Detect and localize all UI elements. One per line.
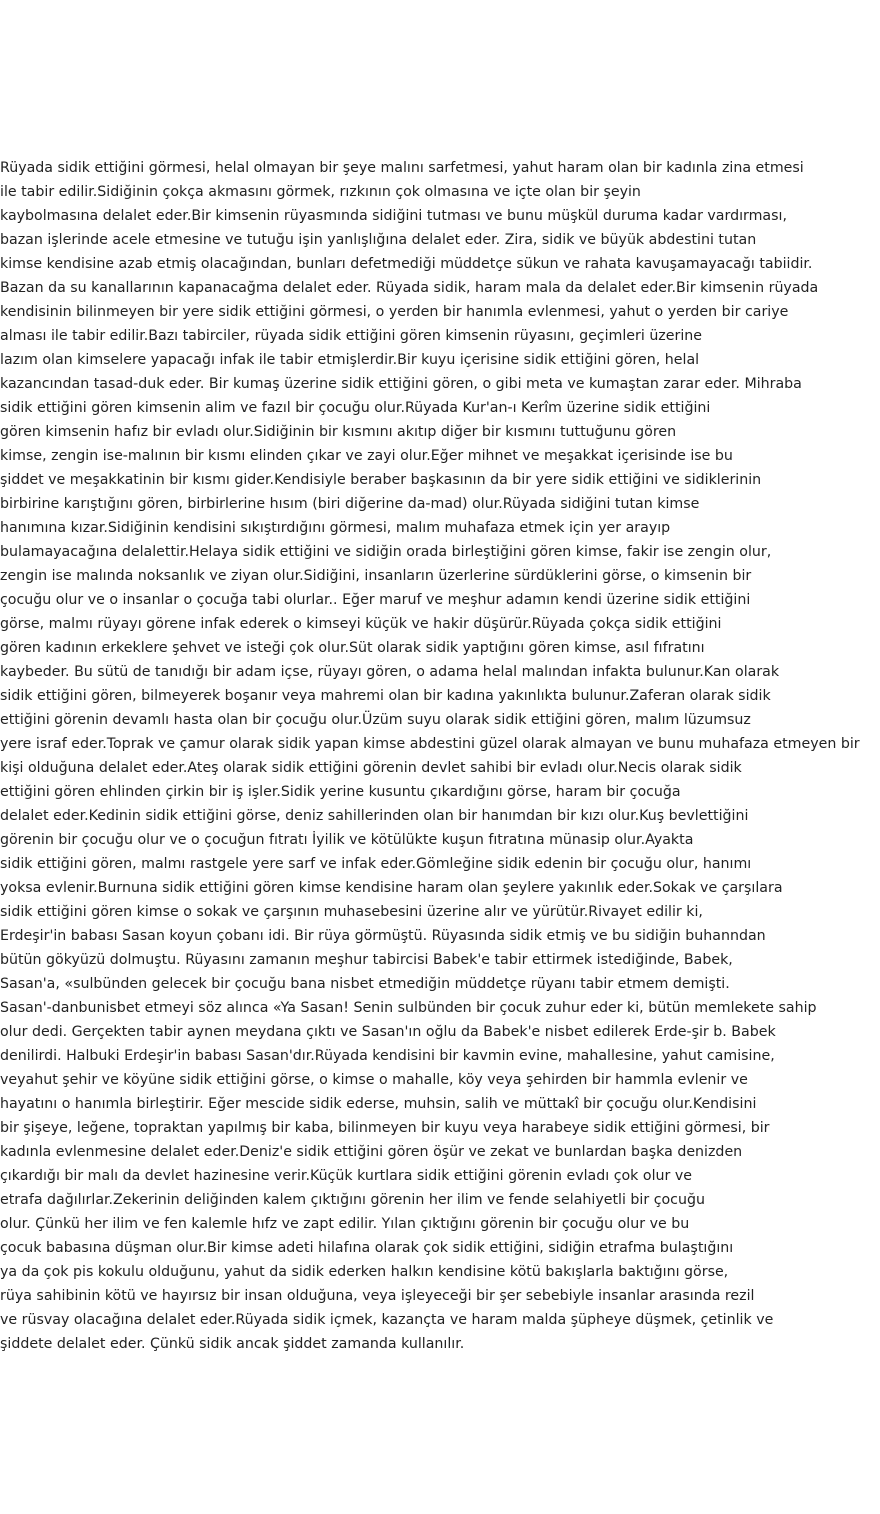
article-text-line: yoksa evlenir.Burnuna sidik ettiğini gören kimse kendisine haram olan şeylere yakınlık eder.Sokak ve çarşılara (0, 880, 783, 896)
article-text-line: gören kadının erkeklere şehvet ve isteği çok olur.Süt olarak sidik yaptığını gören kimse, asıl fıfratını (0, 640, 705, 656)
article-text-line: Sasan'-danbunisbet etmeyi söz alınca «Ya Sasan! Senin sulbünden bir çocuk zuhur eder ki, bütün memlekete sahip (0, 1000, 817, 1016)
article-text-line: kimse, zengin ise-malının bir kısmı elinden çıkar ve zayi olur.Eğer mihnet ve meşakkat içerisinde ise bu (0, 448, 733, 464)
article-text-line: kaybeder. Bu sütü de tanıdığı bir adam içse, rüyayı gören, o adama helal malından infakta bulunur.Kan olarak (0, 664, 780, 680)
article-text-line: şiddet ve meşakkatinin bir kısmı gider.Kendisiyle beraber başkasının da bir yere sidik ettiğini ve sidiklerinin (0, 472, 762, 488)
article-text-line: bulamayacağına delalettir.Helaya sidik ettiğini ve sidiğin orada birleştiğini gören kimse, fakir ise zengin olur, (0, 544, 772, 560)
article-text-line: sidik ettiğini gören, bilmeyerek boşanır veya mahremi olan bir kadına yakınlıkta bulunur.Zaferan olarak sidik (0, 688, 771, 704)
article-text-line: Rüyada sidik ettiğini görmesi, helal olmayan bir şeye malını sarfetmesi, yahut haram olan bir kadınla zina etmesi (0, 160, 804, 176)
article-text-line: şiddete delalet eder. Çünkü sidik ancak şiddet zamanda kullanılır. (0, 1336, 465, 1352)
article-text-line: kişi olduğuna delalet eder.Ateş olarak sidik ettiğini görenin devlet sahibi bir evladı olur.Necis olarak sidik (0, 760, 742, 776)
article-text-line: sidik ettiğini gören, malmı rastgele yere sarf ve infak eder.Gömleğine sidik edenin bir çocuğu olur, hanımı (0, 856, 752, 872)
article-text-line: kazancından tasad-duk eder. Bir kumaş üzerine sidik ettiğini gören, o gibi meta ve kumaştan zarar eder. Mihraba (0, 376, 802, 392)
article-text-line: kimse kendisine azab etmiş olacağından, bunları defetmediği müddetçe sükun ve rahata kavuşamayacağı tabiidir. (0, 256, 813, 272)
article-text-line: bir şişeye, leğene, topraktan yapılmış bir kaba, bilinmeyen bir kuyu veya harabeye sidik ettiğini görmesi, bir (0, 1120, 770, 1136)
article-text-line: ettiğini görenin devamlı hasta olan bir çocuğu olur.Üzüm suyu olarak sidik ettiğini gören, malım lüzumsuz (0, 712, 751, 728)
article-text-line: olur. Çünkü her ilim ve fen kalemle hıfz ve zapt edilir. Yılan çıktığını görenin bir çocuğu olur ve bu (0, 1216, 690, 1232)
article-text-line: veyahut şehir ve köyüne sidik ettiğini görse, o kimse o mahalle, köy veya şehirden bir hammla evlenir ve (0, 1072, 748, 1088)
article-text-line: birbirine karıştığını gören, birbirlerine hısım (biri diğerine da-mad) olur.Rüyada sidiğini tutan kimse (0, 496, 700, 512)
article-text-line: alması ile tabir edilir.Bazı tabirciler, rüyada sidik ettiğini gören kimsenin rüyasını, geçimleri üzerine (0, 328, 702, 344)
article-body (0, 156, 880, 1356)
article-text-line: lazım olan kimselere yapacağı infak ile tabir etmişlerdir.Bir kuyu içerisine sidik ettiğini gören, helal (0, 352, 700, 368)
article-text-line: bazan işlerinde acele etmesine ve tutuğu işin yanlışlığına delalet eder. Zira, sidik ve büyük abdestini tutan (0, 232, 757, 248)
article-text-line: yere israf eder.Toprak ve çamur olarak sidik yapan kimse abdestini güzel olarak almayan ve bunu muhafaza etmeyen bir (0, 736, 860, 752)
article-text-line: kadınla evlenmesine delalet eder.Deniz'e sidik ettiğini gören öşür ve zekat ve bunlardan başka denizden (0, 1144, 743, 1160)
article-text-line: Erdeşir'in babası Sasan koyun çobanı idi. Bir rüya görmüştü. Rüyasında sidik etmiş ve bu sidiğin buhanndan (0, 928, 766, 944)
article-text-line: hanımına kızar.Sidiğinin kendisini sıkıştırdığını görmesi, malım muhafaza etmek için yer arayıp (0, 520, 671, 536)
article-text-line: ya da çok pis kokulu olduğunu, yahut da sidik ederken halkın kendisine kötü bakışlarla baktığını görse, (0, 1264, 729, 1280)
article-text-line: kaybolmasına delalet eder.Bir kimsenin rüyasmında sidiğini tutması ve bunu müşkül duruma kadar vardırması, (0, 208, 787, 224)
article-text-line: görse, malmı rüyayı görene infak ederek o kimseyi küçük ve hakir düşürür.Rüyada çokça sidik ettiğini (0, 616, 722, 632)
article-text-line: etrafa dağılırlar.Zekerinin deliğinden kalem çıktığını görenin her ilim ve fende selahiyetli bir çocuğu (0, 1192, 705, 1208)
article-text-line: delalet eder.Kedinin sidik ettiğini görse, deniz sahillerinden olan bir hanımdan bir kızı olur.Kuş bevlettiğini (0, 808, 749, 824)
article-text-line: Bazan da su kanallarının kapanacağma delalet eder. Rüyada sidik, haram mala da delalet eder.Bir kimsenin rüyada (0, 280, 819, 296)
article-text-line: kendisinin bilinmeyen bir yere sidik ettiğini görmesi, o yerden bir hanımla evlenmesi, yahut o yerden bir cariye (0, 304, 789, 320)
article-text-line: Sasan'a, «sulbünden gelecek bir çocuğu bana nisbet etmediğin müddetçe rüyanı tabir etmem demişti. (0, 976, 730, 992)
article-text-line: olur dedi. Gerçekten tabir aynen meydana çıktı ve Sasan'ın oğlu da Babek'e nisbet edilerek Erde-şir b. Babek (0, 1024, 776, 1040)
article-text-line: ile tabir edilir.Sidiğinin çokça akmasını görmek, rızkının çok olmasına ve içte olan bir şeyin (0, 184, 641, 200)
article-text-line: çocuğu olur ve o insanlar o çocuğa tabi olurlar.. Eğer maruf ve meşhur adamın kendi üzerine sidik ettiğini (0, 592, 751, 608)
article-text-line: çıkardığı bir malı da devlet hazinesine verir.Küçük kurtlara sidik ettiğini görenin evladı çok olur ve (0, 1168, 692, 1184)
article-text-line: çocuk babasına düşman olur.Bir kimse adeti hilafına olarak çok sidik ettiğini, sidiğin etrafma bulaştığını (0, 1240, 734, 1256)
article-text-line: gören kimsenin hafız bir evladı olur.Sidiğinin bir kısmını akıtıp diğer bir kısmını tuttuğunu gören (0, 424, 677, 440)
article-text-line: rüya sahibinin kötü ve hayırsız bir insan olduğuna, veya işleyeceği bir şer sebebiyle insanlar arasında rezil (0, 1288, 755, 1304)
article-text-line: ve rüsvay olacağına delalet eder.Rüyada sidik içmek, kazançta ve haram malda şüpheye düşmek, çetinlik ve (0, 1312, 774, 1328)
article-text-line: sidik ettiğini gören kimsenin alim ve fazıl bir çocuğu olur.Rüyada Kur'an-ı Kerîm üzerine sidik ettiğini (0, 400, 711, 416)
article-text-line: bütün gökyüzü dolmuştu. Rüyasını zamanın meşhur tabircisi Babek'e tabir ettirmek istediğinde, Babek, (0, 952, 733, 968)
article-text-line: denilirdi. Halbuki Erdeşir'in babası Sasan'dır.Rüyada kendisini bir kavmin evine, mahallesine, yahut camisine, (0, 1048, 775, 1064)
article-text-line: ettiğini gören ehlinden çirkin bir iş işler.Sidik yerine kusuntu çıkardığını görse, haram bir çocuğa (0, 784, 681, 800)
article-text-line: sidik ettiğini gören kimse o sokak ve çarşının muhasebesini üzerine alır ve yürütür.Rivayet edilir ki, (0, 904, 703, 920)
article-text-line: zengin ise malında noksanlık ve ziyan olur.Sidiğini, insanların üzerlerine sürdüklerini görse, o kimsenin bir (0, 568, 752, 584)
article-text-line: hayatını o hanımla birleştirir. Eğer mescide sidik ederse, muhsin, salih ve müttakî bir çocuğu olur.Kendisini (0, 1096, 757, 1112)
article-text-line: görenin bir çocuğu olur ve o çocuğun fıtratı İyilik ve kötülükte kuşun fıtratına münasip olur.Ayakta (0, 832, 694, 848)
